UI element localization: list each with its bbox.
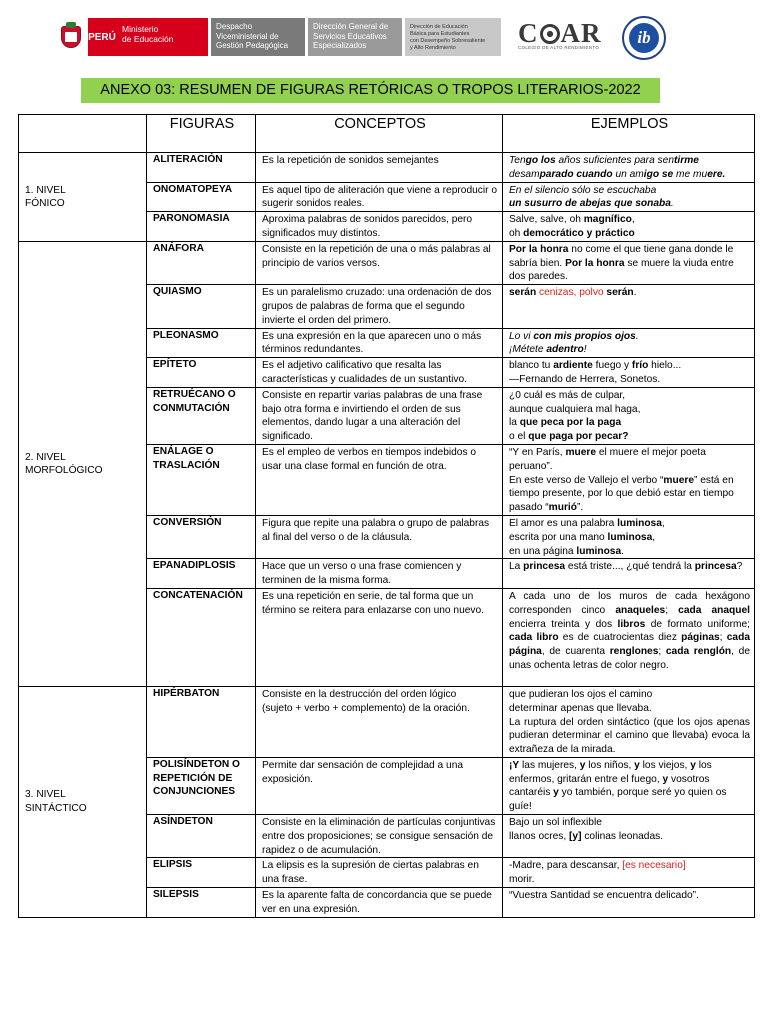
header-figuras: FIGURAS xyxy=(147,115,256,153)
table-row xyxy=(19,241,755,284)
example: Tengo los años suficientes para sentirme desamparado cuando un amigo se me muere. xyxy=(503,153,755,183)
direccion-educacion-label: Dirección de Educación Básica para Estudiantes con Desempeño Sobresaliente y Alto Rendimiento xyxy=(405,18,501,56)
table-row xyxy=(19,686,755,757)
example: serán cenizas, polvo serán. xyxy=(503,285,755,328)
figure-name: ENÁLAGE O TRASLACIÓN xyxy=(147,444,256,515)
example: que pudieran los ojos el camino determinar apenas que llevaba. La ruptura del orden sintáctico (que los ojos apenas pudieran determinar el camino que llevaba) evoca la extrañeza de la mirada. xyxy=(503,686,755,757)
example: En el silencio sólo se escuchaba un susurro de abejas que sonaba. xyxy=(503,182,755,212)
header-ejemplos: EJEMPLOS xyxy=(503,115,755,153)
figure-name: ONOMATOPEYA xyxy=(147,182,256,212)
figure-name: QUIASMO xyxy=(147,285,256,328)
example: Salve, salve, oh magnífico, oh democrático y práctico xyxy=(503,212,755,242)
header-empty xyxy=(19,115,147,153)
concept: Es la repetición de sonidos semejantes xyxy=(256,153,503,183)
example: “Vuestra Santidad se encuentra delicado”. xyxy=(503,888,755,918)
level-fonico: 1. NIVEL FÓNICO xyxy=(19,153,147,242)
concept: Es el adjetivo calificativo que resalta las características y cualidades de un sustantivo. xyxy=(256,358,503,388)
coat-of-arms-icon xyxy=(58,22,84,52)
page-title: ANEXO 03: RESUMEN DE FIGURAS RETÓRICAS O TROPOS LITERARIOS-2022 xyxy=(81,78,660,103)
example: “Y en París, muere el muere el mejor poeta peruano”. En este verso de Vallejo el verbo “muere” está en tiempo presente, por lo que debió estar en tiempo pasado “murió”. xyxy=(503,444,755,515)
ib-logo: ib xyxy=(622,16,666,60)
example: Bajo un sol inflexible llanos ocres, [y] colinas leonadas. xyxy=(503,815,755,858)
figure-name: ALITERACIÓN xyxy=(147,153,256,183)
example: La princesa está triste..., ¿qué tendrá la princesa? xyxy=(503,559,755,589)
header-conceptos: CONCEPTOS xyxy=(256,115,503,153)
figure-name: ANÁFORA xyxy=(147,241,256,284)
concept: Hace que un verso o una frase comiencen y terminen de la misma forma. xyxy=(256,559,503,589)
concept: Es un paralelismo cruzado: una ordenación de dos grupos de palabras de forma que el segundo invierte el orden del primero. xyxy=(256,285,503,328)
example: blanco tu ardiente fuego y frío hielo... —Fernando de Herrera, Sonetos. xyxy=(503,358,755,388)
figure-name: HIPÉRBATON xyxy=(147,686,256,757)
level-sintactico: 3. NIVEL SINTÁCTICO xyxy=(19,686,147,917)
ministerio-label: Ministerio de Educación xyxy=(116,18,208,56)
example: Por la honra no come el que tiene gana donde le sabría bien. Por la honra se muere la viuda entre dos paredes. xyxy=(503,241,755,284)
example: A cada uno de los muros de cada hexágono corresponden cinco anaqueles; cada anaquel encierra treinta y dos libros de formato uniforme; cada libro es de cuatrocientas diez páginas; cada página, de cuarenta renglones; cada renglón, de unas ochenta letras de color negro. xyxy=(503,588,755,686)
example: El amor es una palabra luminosa, escrita por una mano luminosa, en una página luminosa. xyxy=(503,515,755,558)
figure-name: SILEPSIS xyxy=(147,888,256,918)
figure-name: CONCATENACIÓN xyxy=(147,588,256,686)
coar-logo: C AR COLEGIO DE ALTO RENDIMIENTO xyxy=(518,18,602,50)
figure-name: EPÍTETO xyxy=(147,358,256,388)
figure-name: CONVERSIÓN xyxy=(147,515,256,558)
example: Lo vi con mis propios ojos. ¡Métete adentro! xyxy=(503,328,755,358)
concept: Es la aparente falta de concordancia que se puede ver en una expresión. xyxy=(256,888,503,918)
concept: Figura que repite una palabra o grupo de palabras al final del verso o de la cláusula. xyxy=(256,515,503,558)
figure-name: ASÍNDETON xyxy=(147,815,256,858)
despacho-label: Despacho Viceministerial de Gestión Pedagógica xyxy=(211,18,305,56)
example: ¿0 cuál es más de culpar, aunque cualquiera mal haga, la que peca por la paga o el que paga por pecar? xyxy=(503,387,755,444)
header-logos xyxy=(58,18,518,56)
concept: Consiste en la eliminación de partículas conjuntivas entre dos proposiciones; se consigue sensación de rapidez o de acumulación. xyxy=(256,815,503,858)
concept: Consiste en la destrucción del orden lógico (sujeto + verbo + complemento) de la oración. xyxy=(256,686,503,757)
peru-label: PERÚ xyxy=(88,18,116,56)
concept: Es una repetición en serie, de tal forma que un término se reitera para enlazarse con uno nuevo. xyxy=(256,588,503,686)
figure-name: ELIPSIS xyxy=(147,858,256,888)
direccion-general-label: Dirección General de Servicios Educativos Especializados xyxy=(308,18,402,56)
concept: Permite dar sensación de complejidad a una exposición. xyxy=(256,757,503,814)
concept: Es aquel tipo de aliteración que viene a reproducir o sugerir sonidos reales. xyxy=(256,182,503,212)
figure-name: EPANADIPLOSIS xyxy=(147,559,256,589)
concept: Aproxima palabras de sonidos parecidos, pero significados muy distintos. xyxy=(256,212,503,242)
coar-globe-icon xyxy=(540,24,560,44)
figures-table xyxy=(18,114,755,918)
table-row xyxy=(19,153,755,183)
table-header-row xyxy=(19,115,755,153)
concept: Es una expresión en la que aparecen uno o más términos redundantes. xyxy=(256,328,503,358)
figure-name: PLEONASMO xyxy=(147,328,256,358)
figure-name: PARONOMASIA xyxy=(147,212,256,242)
level-morfologico: 2. NIVEL MORFOLÓGICO xyxy=(19,241,147,686)
concept: Es el empleo de verbos en tiempos indebidos o usar una clase formal en función de otra. xyxy=(256,444,503,515)
concept: La elipsis es la supresión de ciertas palabras en una frase. xyxy=(256,858,503,888)
figure-name: POLISÍNDETON O REPETICIÓN DE CONJUNCIONES xyxy=(147,757,256,814)
figure-name: RETRUÉCANO O CONMUTACIÓN xyxy=(147,387,256,444)
example: ¡Y las mujeres, y los niños, y los viejos, y los enfermos, gritarán entre el fuego, y vosotros cantaréis y yo también, porque seré yo quien os guíe! xyxy=(503,757,755,814)
example: -Madre, para descansar, [es necesario] morir. xyxy=(503,858,755,888)
concept: Consiste en repartir varias palabras de una frase bajo otra forma e invirtiendo el orden de sus elementos, dando lugar a una alteración del significado. xyxy=(256,387,503,444)
concept: Consiste en la repetición de una o más palabras al principio de varios versos. xyxy=(256,241,503,284)
